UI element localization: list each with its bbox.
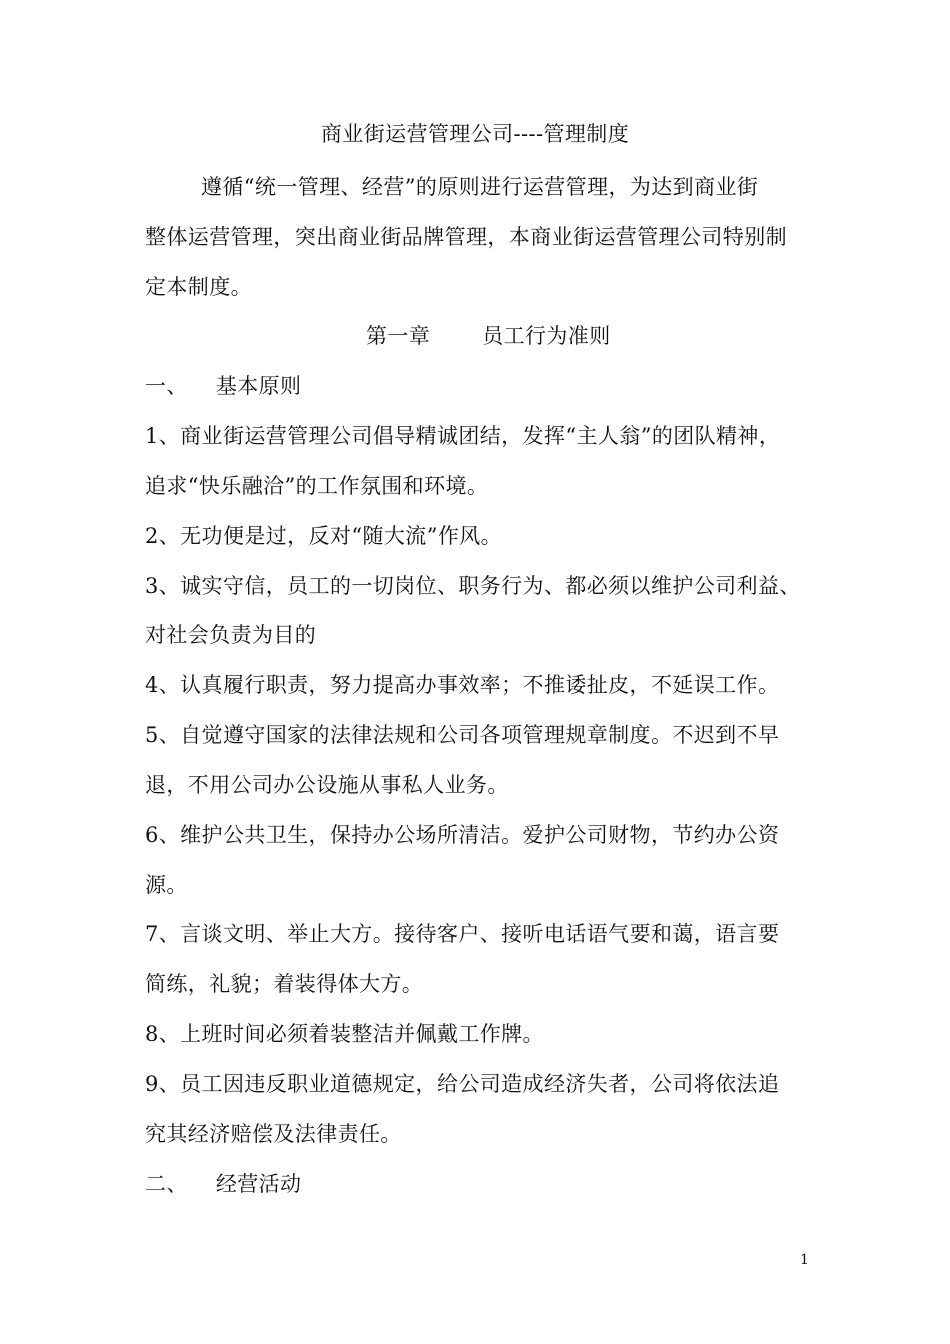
intro-line-2: 整体运营管理，突出商业街品牌管理，本商业街运营管理公司特别制	[145, 225, 787, 249]
section-heading-1	[145, 372, 810, 400]
rule-line: 2、无功便是过，反对“随大流”作风。	[145, 524, 503, 548]
rule-line: 3、诚实守信，员工的一切岗位、职务行为、都必须以维护公司利益、	[145, 574, 801, 598]
rule-line: 7、言谈文明、举止大方。接待客户、接听电话语气要和蔼，语言要	[145, 922, 780, 946]
rule-line: 1、商业街运营管理公司倡导精诚团结，发挥“主人翁”的团队精神，	[145, 424, 781, 448]
chapter-number: 第一章	[366, 324, 431, 348]
rule-line: 退，不用公司办公设施从事私人业务。	[145, 773, 509, 797]
section-heading-2	[145, 1170, 810, 1198]
rule-line: 究其经济赔偿及法律责任。	[145, 1122, 402, 1146]
section-number: 二、	[145, 1172, 188, 1196]
rule-line: 追求“快乐融洽”的工作氛围和环境。	[145, 474, 489, 498]
rule-line: 8、上班时间必须着装整洁并佩戴工作牌。	[145, 1022, 544, 1046]
chapter-heading	[366, 322, 611, 350]
section-title: 经营活动	[215, 1172, 302, 1196]
section-title: 基本原则	[215, 374, 302, 398]
rule-line: 4、认真履行职责，努力提高办事效率；不推诿扯皮，不延误工作。	[145, 673, 780, 697]
rule-line: 5、自觉遵守国家的法律法规和公司各项管理规章制度。不迟到不早	[145, 723, 780, 747]
rule-line: 对社会负责为目的	[145, 623, 317, 647]
page-number: 1	[800, 1252, 809, 1268]
document-title: 商业街运营管理公司----管理制度	[320, 122, 630, 146]
rule-line: 9、员工因违反职业道德规定，给公司造成经济失者，公司将依法追	[145, 1072, 780, 1096]
rule-line: 6、维护公共卫生，保持办公场所清洁。爱护公司财物，节约办公资	[145, 823, 780, 847]
section-number: 一、	[145, 374, 188, 398]
rule-line: 简练，礼貌；着装得体大方。	[145, 972, 424, 996]
intro-line-1: 遵循“统一管理、经营”的原则进行运营管理，为达到商业街	[201, 175, 759, 199]
intro-line-3: 定本制度。	[145, 275, 252, 299]
chapter-title: 员工行为准则	[482, 324, 611, 348]
rule-line: 源。	[145, 873, 188, 897]
